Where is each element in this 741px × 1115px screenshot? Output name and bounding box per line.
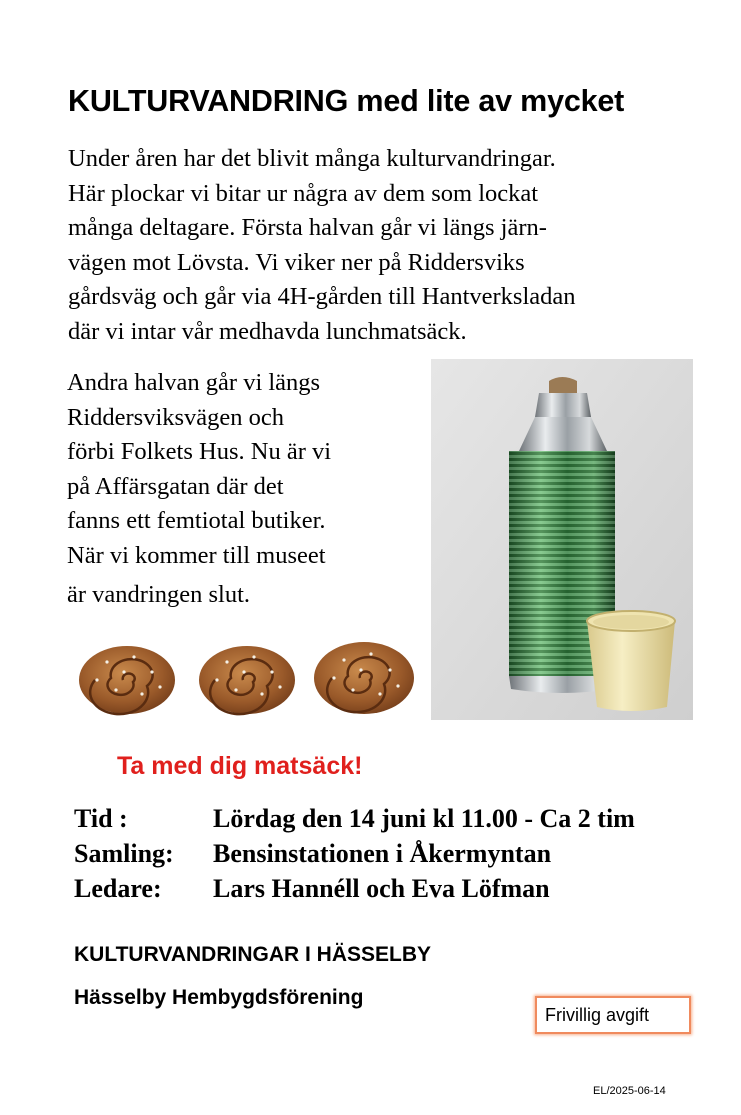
bun-1 [79,646,175,714]
organizer-name: Hässelby Hembygdsförening [74,986,364,1009]
thermos-illustration [431,359,693,720]
credit-date: EL/2025-06-14 [593,1085,666,1097]
second-line: Andra halvan går vi längs [67,369,321,396]
intro-line: Under åren har det blivit många kulturvandringar. [68,145,556,172]
fee-box: Frivillig avgift [535,996,691,1034]
page-title: KULTURVANDRING med lite av mycket [68,84,625,118]
cork [549,377,577,393]
thermos-photo [431,359,693,720]
info-value-time: Lördag den 14 juni kl 11.00 - Ca 2 tim [213,804,635,833]
intro-line: vägen mot Lövsta. Vi viker ner på Riddersviks [68,248,525,276]
bun-2 [199,646,295,714]
second-line: är vandringen slut. [67,580,251,608]
intro-line: gårdsväg och går via 4H-gården till Hantverksladan [68,283,576,311]
second-line: förbi Folkets Hus. Nu är vi [67,438,332,466]
second-line: När vi kommer till museet [67,541,326,569]
intro-line: där vi intar vår medhavda lunchmatsäck. [68,317,467,345]
info-label-meeting: Samling: [74,839,174,868]
info-value-leader: Lars Hannéll och Eva Löfman [213,874,550,903]
intro-paragraph [68,142,576,350]
bun-3 [314,642,414,714]
second-line: på Affärsgatan där det [67,472,284,500]
series-title: KULTURVANDRINGAR I HÄSSELBY [74,943,432,966]
info-label-time: Tid : [74,804,128,833]
intro-line: Här plockar vi bitar ur några av dem som lockat [68,179,539,207]
second-paragraph [67,366,331,612]
second-line: Riddersviksvägen och [67,403,285,431]
cinnamon-buns [72,632,422,722]
bring-lunch-callout: Ta med dig matsäck! [117,752,363,780]
info-label-leader: Ledare: [74,874,162,903]
info-value-meeting: Bensinstationen i Åkermyntan [213,839,552,868]
intro-line: många deltagare. Första halvan går vi längs järn- [68,214,547,242]
second-line: fanns ett femtiotal butiker. [67,507,326,535]
